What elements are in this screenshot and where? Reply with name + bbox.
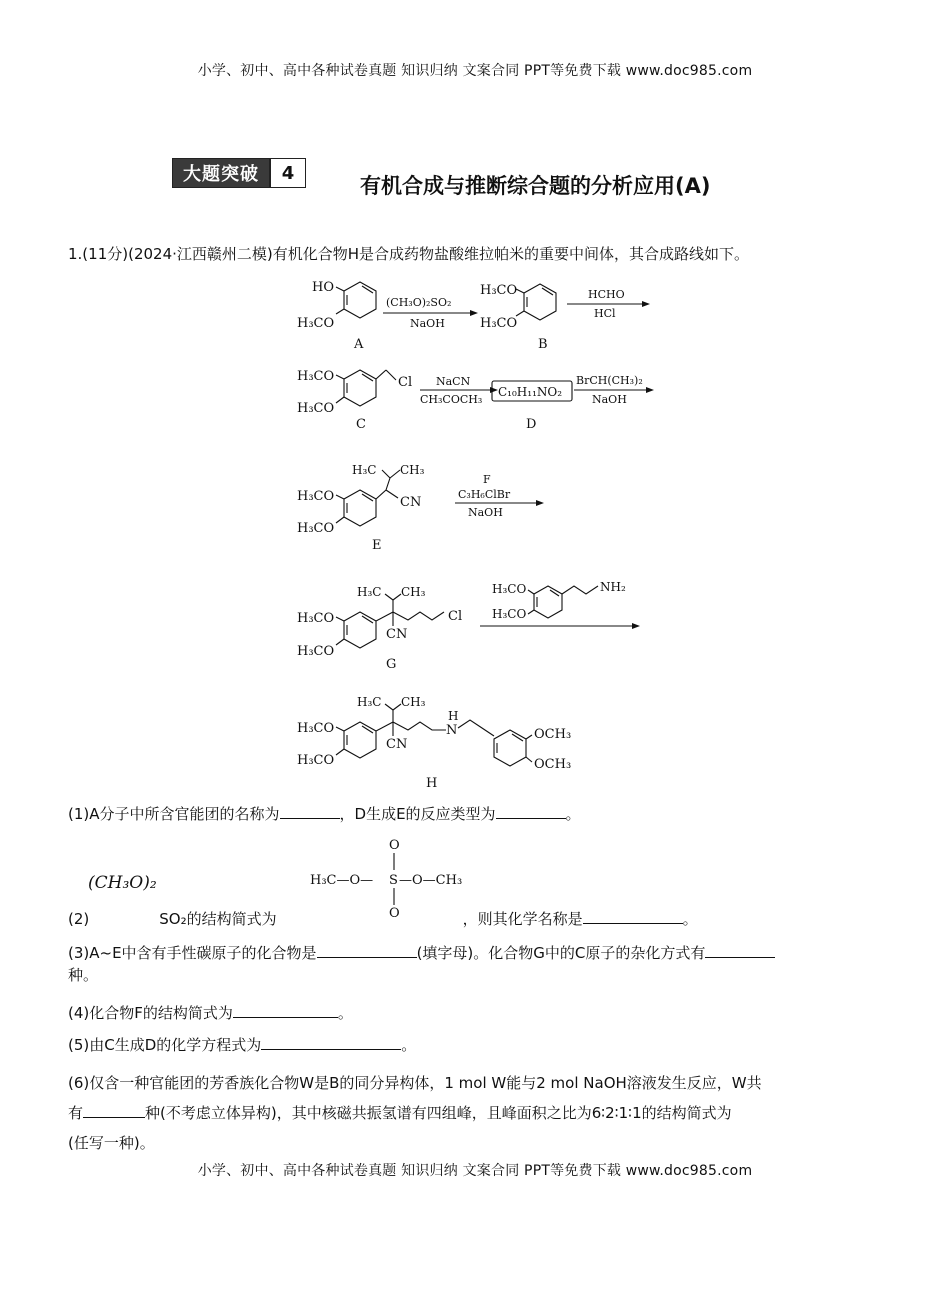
h-n: N [446, 723, 458, 738]
g-h3co-2: H₃CO [297, 644, 335, 659]
label-g: G [386, 657, 397, 672]
q6-blank[interactable] [83, 1103, 145, 1118]
badge-label: 大题突破 [173, 159, 269, 187]
q2-struct-left: H₃C—O— [310, 873, 374, 888]
label-b: B [538, 337, 548, 352]
h-nh-h: H [448, 709, 459, 723]
b-h3co-2: H₃CO [480, 316, 518, 331]
h-cn: CN [386, 737, 408, 752]
g-cn: CN [386, 627, 408, 642]
page-footer: 小学、初中、高中各种试卷真题 知识归纳 文案合同 PPT等免费下载 www.doc985.com [197, 1163, 753, 1179]
h-h3co-1: H₃CO [297, 721, 335, 736]
label-a: A [354, 337, 364, 352]
h-och3-2: OCH₃ [534, 757, 572, 772]
compound-g [297, 585, 462, 672]
label-h: H [426, 776, 438, 791]
q2-struct-o-bottom: O [389, 906, 400, 921]
question-4: (4)化合物F的结构简式为 。 [68, 1004, 353, 1022]
reagent-ab-bottom: NaOH [410, 317, 445, 330]
e-cn: CN [400, 495, 422, 510]
e-h3c: H₃C [352, 463, 377, 477]
g-h3c: H₃C [357, 585, 382, 599]
g-cl: Cl [448, 609, 463, 624]
e-ch3: CH₃ [400, 463, 425, 477]
amine-nh2: NH₂ [600, 580, 626, 594]
g-h3co-1: H₃CO [297, 611, 335, 626]
compound-a [297, 280, 376, 352]
compound-c [297, 369, 412, 432]
d-formula: C₁₀H₁₁NO₂ [498, 385, 563, 399]
question-2: (2) SO₂的结构简式为 ，则其化学名称是 。 [68, 910, 698, 928]
q3-blank-2[interactable] [705, 943, 775, 958]
compound-b [480, 283, 556, 352]
h-h3co-2: H₃CO [297, 753, 335, 768]
page-title: 有机合成与推断综合题的分析应用(A) [360, 174, 711, 198]
reagent-de-top: BrCH(CH₃)₂ [576, 374, 643, 387]
reagent-ab-top: (CH₃O)₂SO₂ [386, 296, 452, 309]
q4-blank[interactable] [233, 1003, 338, 1018]
e-h3co-2: H₃CO [297, 521, 335, 536]
q2-formula-ch3o: (CH₃O)₂ [88, 873, 157, 893]
reagent-ef-top2: C₃H₆ClBr [458, 488, 511, 501]
label-c: C [356, 417, 366, 432]
badge-number: 4 [269, 159, 305, 187]
amine-reagent [492, 580, 626, 621]
compound-e [297, 463, 425, 553]
reagent-de-bottom: NaOH [592, 393, 627, 406]
e-h3co-1: H₃CO [297, 489, 335, 504]
c-h3co-1: H₃CO [297, 369, 335, 384]
label-d: D [526, 417, 537, 432]
reagent-ef-bottom: NaOH [468, 506, 503, 519]
label-e: E [372, 538, 382, 553]
h-ch3: CH₃ [401, 695, 426, 709]
reagent-bc-top: HCHO [588, 288, 625, 301]
page-header: 小学、初中、高中各种试卷真题 知识归纳 文案合同 PPT等免费下载 www.doc985.com [197, 63, 753, 79]
q2-blank[interactable] [583, 909, 683, 924]
q2-struct-s: S [389, 873, 398, 888]
q1-blank-2[interactable] [496, 804, 566, 819]
reagent-bc-bottom: HCl [594, 307, 616, 320]
a-h3co: H₃CO [297, 316, 335, 331]
amine-h3co-2: H₃CO [492, 607, 527, 621]
h-och3-1: OCH₃ [534, 727, 572, 742]
question-5: (5)由C生成D的化学方程式为 。 [68, 1036, 417, 1054]
reagent-cd-top: NaCN [436, 375, 471, 388]
h-h3c: H₃C [357, 695, 382, 709]
question-intro: 1.(11分)(2024·江西赣州二模)有机化合物H是合成药物盐酸维拉帕米的重要中间体，其合成路线如下。 [68, 245, 750, 263]
amine-h3co-1: H₃CO [492, 582, 527, 596]
c-cl: Cl [398, 375, 413, 390]
q1-blank-1[interactable] [280, 804, 340, 819]
b-h3co-1: H₃CO [480, 283, 518, 298]
q2-struct-right: —O—CH₃ [399, 873, 463, 888]
c-h3co-2: H₃CO [297, 401, 335, 416]
question-3: (3)A~E中含有手性碳原子的化合物是 (填字母)。化合物G中的C原子的杂化方式有 种。 [68, 942, 883, 986]
question-6: (6)仅含一种官能团的芳香族化合物W是B的同分异构体，1 mol W能与2 mol NaOH溶液发生反应，W共 有 种(不考虑立体异构)，其中核磁共振氢谱有四组峰，且峰面积之比为6∶2∶1∶1的结构简式为 (任写一种)。 [68, 1074, 762, 1152]
a-ho: HO [312, 280, 334, 295]
question-1: (1)A分子中所含官能团的名称为 ，D生成E的反应类型为 。 [68, 805, 581, 823]
compound-h [297, 695, 571, 791]
g-ch3: CH₃ [401, 585, 426, 599]
q2-struct-o-top: O [389, 838, 400, 853]
reagent-ef-top1: F [483, 473, 491, 486]
q5-blank[interactable] [261, 1035, 401, 1050]
q3-blank-1[interactable] [317, 943, 417, 958]
reagent-cd-bottom: CH₃COCH₃ [420, 393, 483, 406]
